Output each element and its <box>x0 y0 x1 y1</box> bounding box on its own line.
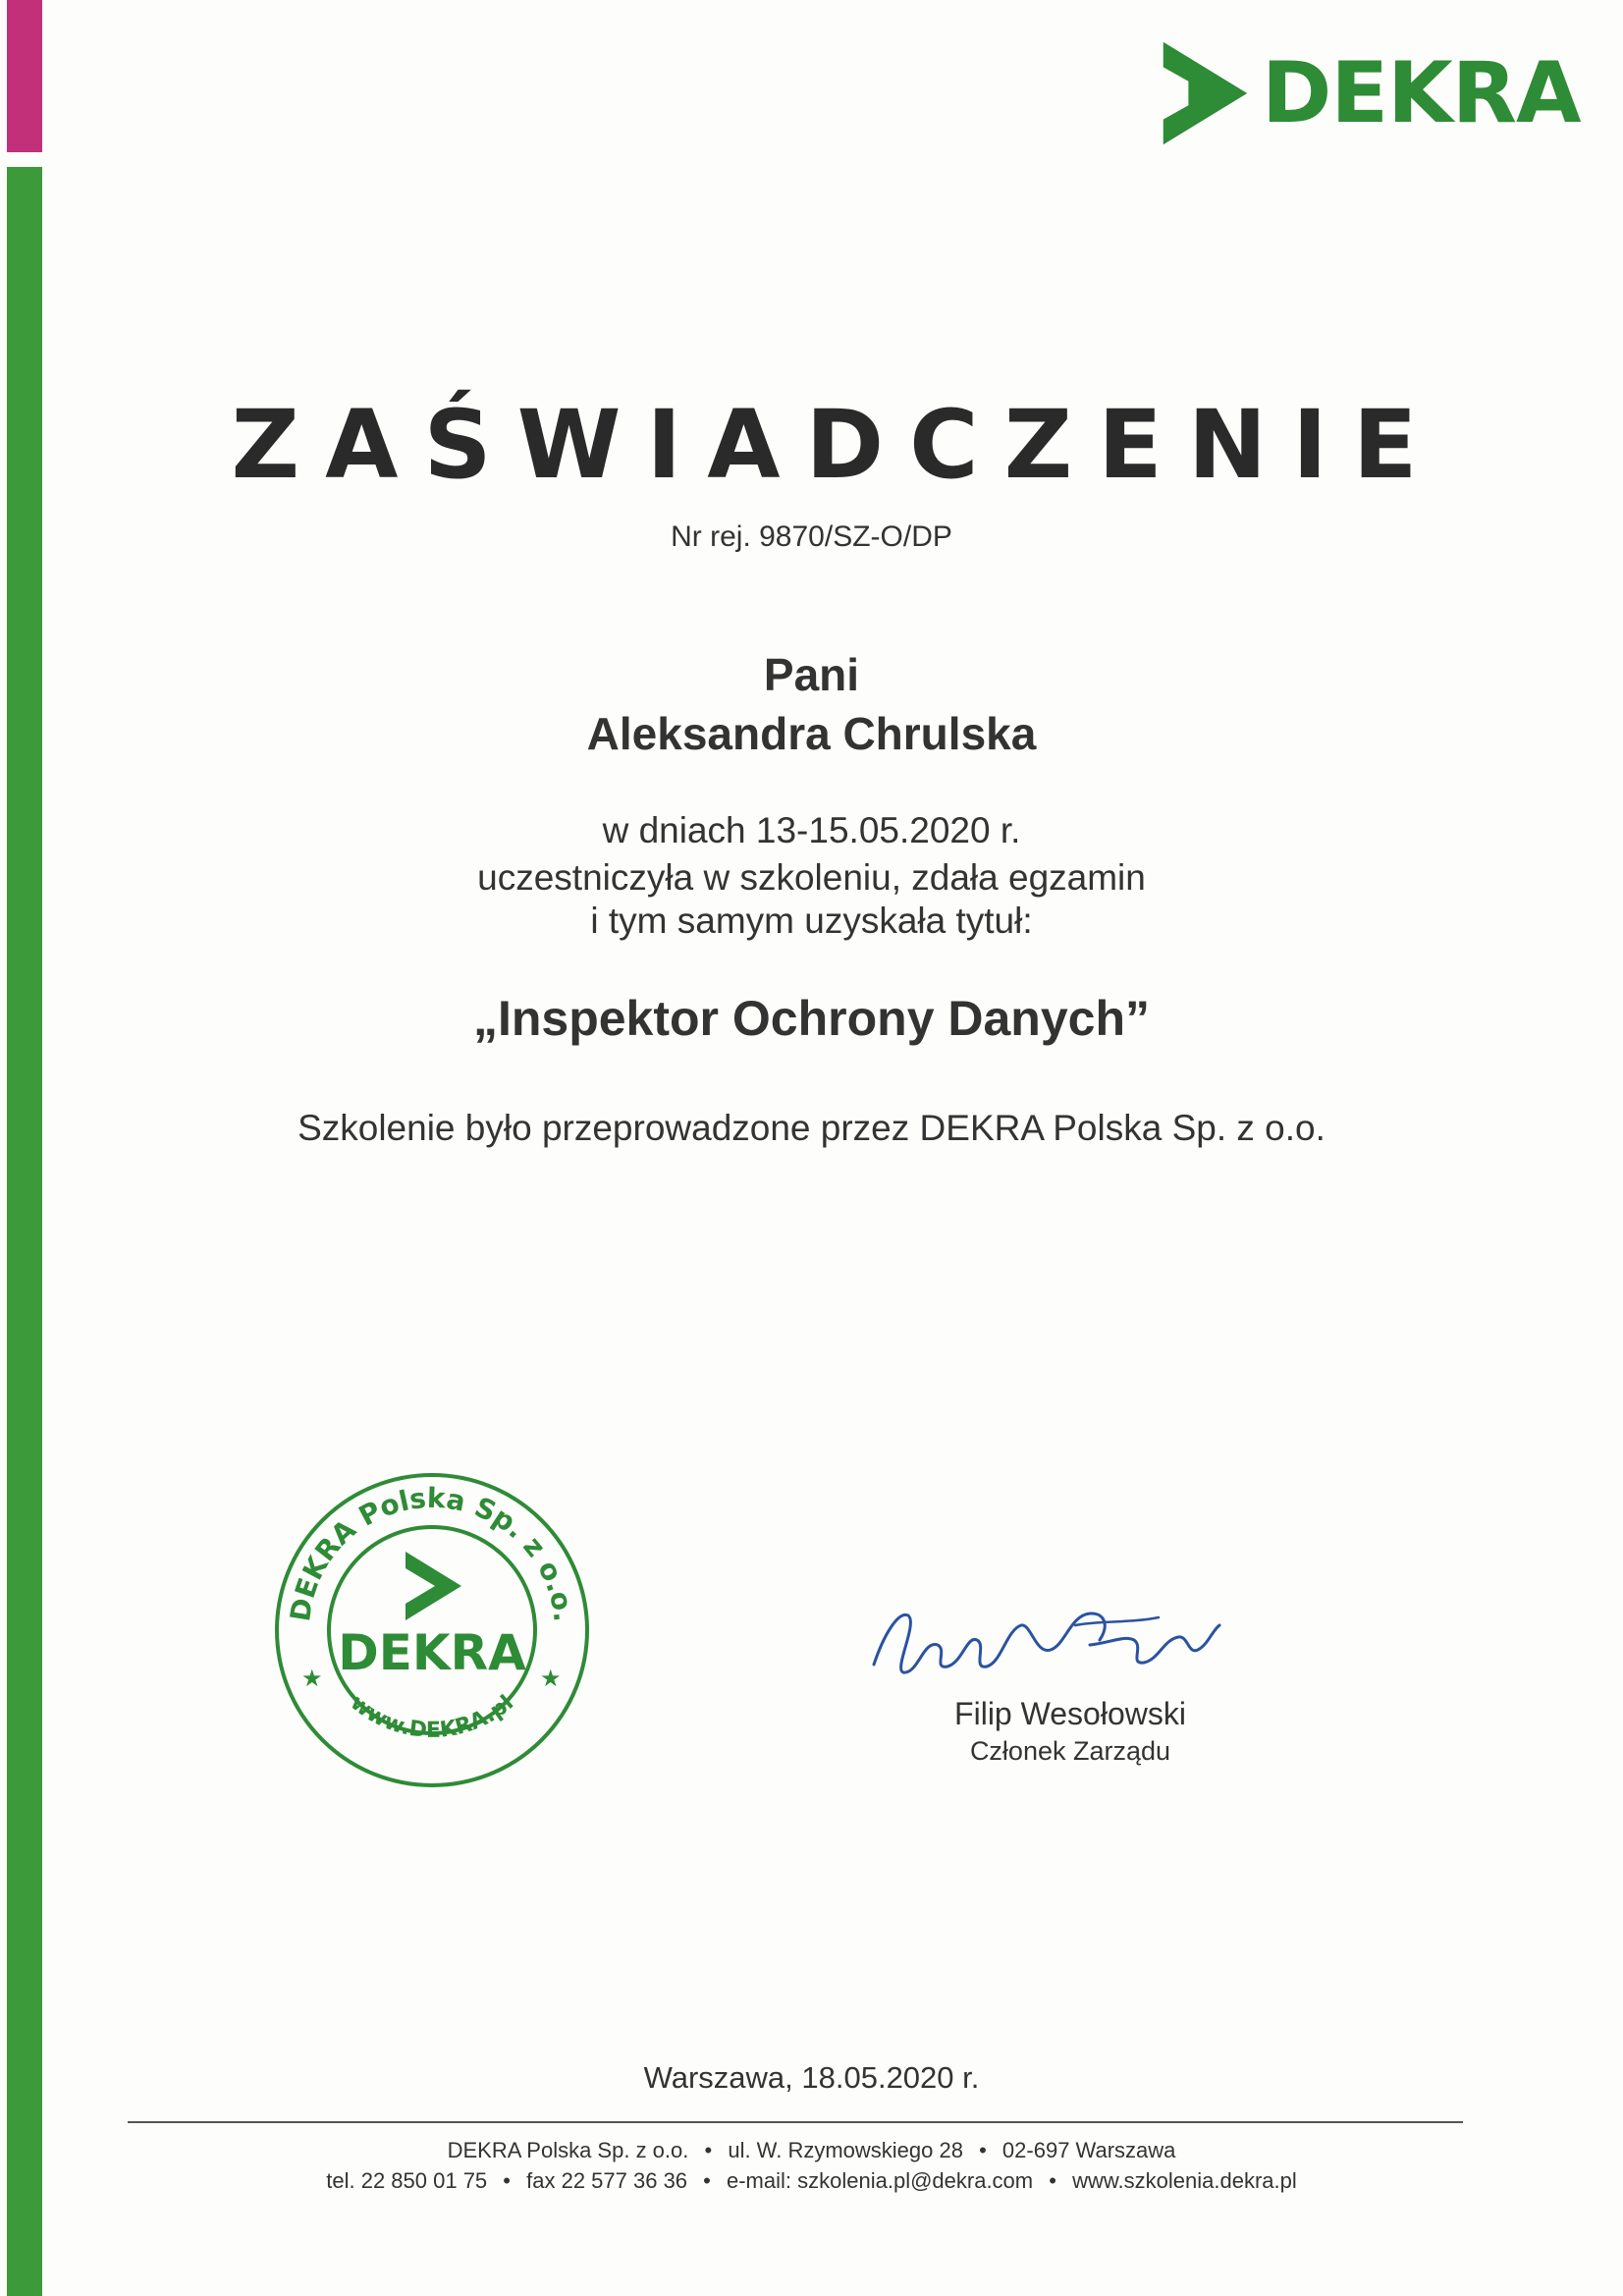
footer-company: DEKRA Polska Sp. z o.o. <box>447 2138 689 2162</box>
body-line-participation: uczestniczyła w szkoleniu, zdała egzamin <box>477 857 1146 898</box>
left-accent-bar-magenta <box>7 0 42 152</box>
registration-number: Nr rej. 9870/SZ-O/DP <box>671 520 952 553</box>
footer-separator: • <box>703 2168 711 2193</box>
body-line-title-intro: i tym samym uzyskała tytuł: <box>590 901 1033 941</box>
company-stamp <box>270 1468 594 1792</box>
salutation: Pani <box>763 649 860 700</box>
footer-contact-line <box>0 2168 1623 2194</box>
svg-text:★: ★ <box>540 1666 562 1692</box>
footer-separator: • <box>503 2168 511 2193</box>
awarded-title: „Inspektor Ochrony Danych” <box>472 991 1151 1046</box>
footer-phone: tel. 22 850 01 75 <box>326 2168 488 2193</box>
place-and-date: Warszawa, 18.05.2020 r. <box>643 2060 980 2095</box>
footer-street: ul. W. Rzymowskiego 28 <box>728 2138 963 2162</box>
footer-separator: • <box>1049 2168 1056 2193</box>
svg-text:DEKRA Polska Sp. z o.o.: DEKRA Polska Sp. z o.o. <box>284 1481 580 1624</box>
signatory-role: Członek Zarządu <box>969 1736 1171 1766</box>
footer-separator: • <box>704 2138 713 2162</box>
footer-website: www.szkolenia.dekra.pl <box>1072 2168 1297 2193</box>
footer-email: e-mail: szkolenia.pl@dekra.com <box>727 2168 1034 2193</box>
footer-city: 02-697 Warszawa <box>1001 2138 1176 2162</box>
footer-fax: fax 22 577 36 36 <box>526 2168 688 2193</box>
certificate-title: ZAŚWIADCZENIE <box>231 390 1443 500</box>
dekra-logo <box>1159 34 1581 152</box>
body-line-dates: w dniach 13-15.05.2020 r. <box>602 810 1021 850</box>
signatory-name: Filip Wesołowski <box>954 1696 1186 1731</box>
footer-separator: • <box>979 2138 987 2162</box>
svg-text:★: ★ <box>301 1666 323 1692</box>
handwritten-signature <box>864 1596 1227 1689</box>
svg-text:DEKRA: DEKRA <box>338 1624 526 1681</box>
dekra-arrow-icon <box>1159 35 1252 151</box>
recipient-name: Aleksandra Chrulska <box>586 708 1037 759</box>
svg-text:www.DEKRA.pl: www.DEKRA.pl <box>345 1690 519 1743</box>
footer-divider <box>128 2121 1463 2123</box>
footer-address-line <box>0 2138 1623 2163</box>
dekra-logo-text: DEKRA <box>1262 44 1581 142</box>
conducted-by: Szkolenie było przeprowadzone przez DEKRA Polska Sp. z o.o. <box>298 1108 1325 1148</box>
